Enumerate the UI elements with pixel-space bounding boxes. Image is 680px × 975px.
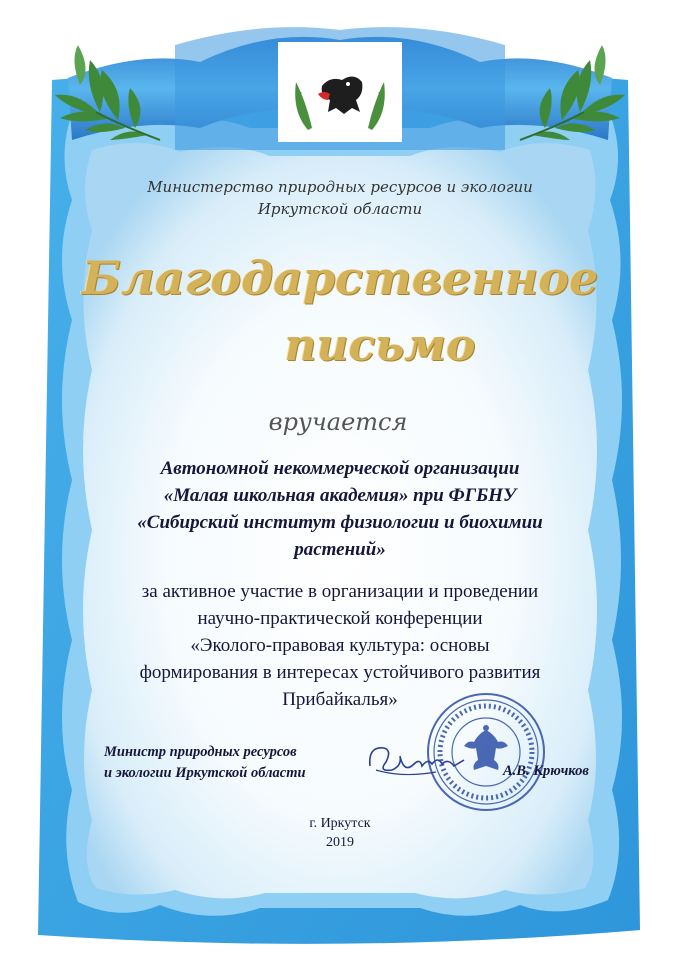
- signatory-position-line-2: и экологии Иркутской области: [104, 765, 306, 781]
- signatory-position: [104, 742, 306, 784]
- recipient-line-2: «Малая школьная академия» при ФГБНУ: [163, 485, 517, 506]
- city: г. Иркутск: [309, 816, 371, 831]
- ministry-line-1: Министерство природных ресурсов и экологии: [147, 178, 533, 196]
- signature-icon: [362, 736, 472, 786]
- reason-line-4: формирования в интересах устойчивого развития: [139, 662, 541, 683]
- year: 2019: [326, 835, 354, 850]
- certificate-title: Благодарственное: [81, 251, 599, 305]
- ministry-line-2: Иркутской области: [257, 200, 423, 218]
- certificate-title-line-2: письмо: [284, 320, 476, 371]
- irkutsk-coat-of-arms-icon: [278, 42, 402, 142]
- reason-line-1: за активное участие в организации и проведении: [141, 581, 539, 602]
- reason-line-2: научно-практической конференции: [197, 608, 483, 629]
- recipient-line-1: Автономной некоммерческой организации: [160, 458, 520, 479]
- awarded-label: вручается: [268, 408, 408, 436]
- recipient-organization: [0, 455, 680, 563]
- signatory-name: А.В. Крючков: [503, 763, 589, 779]
- recipient-line-3: «Сибирский институт физиологии и биохимии: [137, 512, 543, 533]
- issuing-ministry: [0, 176, 680, 220]
- reason-line-3: «Эколого-правовая культура: основы: [190, 635, 490, 656]
- reason-line-5: Прибайкалья»: [282, 689, 398, 710]
- signatory-position-line-1: Министр природных ресурсов: [104, 744, 297, 760]
- recipient-line-4: растений»: [294, 539, 386, 560]
- award-reason: [0, 578, 680, 713]
- place-and-year: [0, 814, 680, 852]
